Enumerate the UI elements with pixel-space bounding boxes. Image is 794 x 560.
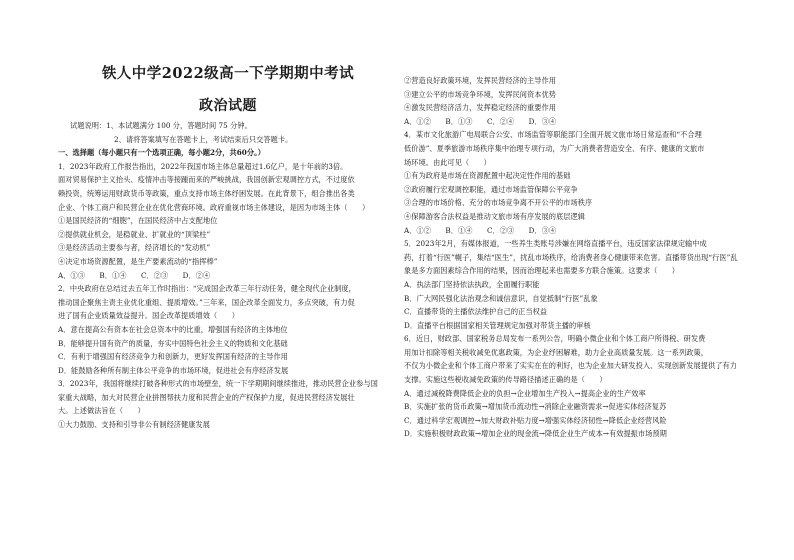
option-text: C．有利于增强国有经济竞争力和创新力，更好发挥国有经济的主导作用 [58,352,288,362]
question-text: 进了国有企业质量效益提升。国企改革提质增效（ ） [58,311,239,321]
option-text: D．直播平台根据国家相关管理规定加强对带货主播的审核 [404,320,591,330]
exam-subject: 政治试题 [199,98,257,114]
option-text: B．实施扩张的货币政策→增加货币流动性→消除企业融资需求→促进实体经济复苏 [404,402,667,412]
question-text: 支撑。实施这些税收减免政策的传导路径描述正确的是（ ） [404,375,607,385]
question-text: 企业、个体工商户和民营企业在优化营商环境。政府重视市场主体建设，是因为市场主体（ ） [58,202,370,212]
option-text: ①是国民经济的“细胞”，在国民经济中占支配地位 [58,216,218,226]
option-text: ①有为政府是市场在资源配置中起决定性作用的基础 [404,171,571,181]
right-column-content [404,74,744,441]
option-text: ④决定市场资源配置，是生产要素流动的“指挥棒” [58,256,218,266]
option-text: ③是经济活动主要参与者，经济增长的“发动机” [58,243,211,253]
answer-choices: A．①③ B．①④ C．②③ D．②④ [58,270,211,280]
option-text: ②提供就业机会，是稳就业、扩就业的“顶梁柱” [58,229,211,239]
option-text: C．直播带货的主播依法维护自己的正当权益 [404,307,548,317]
option-text: B．能够提升国有资产的质量，夯实中国特色社会主义的物质和文化基础 [58,338,288,348]
option-text: D．能鼓励各种所有制主体公平竞争的市场环境，促进社会有序经济发展 [58,365,289,375]
question-text: 4．某市文化旅游广电局联合公安、市场监管等职能部门全面开展文旅市场日常巡查和“不合理 [404,130,702,140]
question-text: 用加计扣除等相关税收减免优惠政策，为企业纾困解难，助力企业高质量发展。这一系列政策， [404,347,708,357]
question-text: 3．2023年，我国将继续打破各种形式的市场壁垒，统一下学期期间继续推进，推动民营企业参与国 [58,379,378,389]
option-text: ①大力鼓励、支持和引导非公有制经济健康发展 [58,420,210,430]
question-text: 面对贸易保护主义抬头、疫情冲击等接踵而来的严峻挑战，我国创新宏观调控方式，不过度依 [58,175,355,185]
answer-choices: A．①② B．①④ C．②③ D．③④ [404,225,557,235]
instruction-line: 试题说明：1、本试题满分 100 分，答题时间 75 分钟。 [70,121,252,130]
option-text: A．意在提高公有资本在社会总资本中的比重，增强国有经济的主体地位 [58,324,288,334]
question-text: 5．2023年2月，有媒体报道，一些养生类账号涉嫌在网络直播平台，违反国家法律规定输中成 [404,239,707,249]
question-text: 大。上述做法旨在（ ） [58,406,145,416]
option-text: ③合理的市场价格、充分的市场竞争离不开公平的市场秩序 [404,198,593,208]
question-text: 不仅为小微企业和个体工商户带来了实实在在的利好，也为企业加大研发投入、实现创新发展提供了有力 [404,361,737,371]
question-text: 药，打着“行医”幌子，集结“医生”，扰乱市场秩序，给消费者身心健康带来危害。直播带货出现“行医”乱 [404,252,738,262]
option-text: D．实施积极财政政策→增加企业的现金流→降低企业生产成本→有效提振市场预期 [404,429,667,439]
option-text: ②政府履行宏观调控职能，通过市场监管保障公平竞争 [404,184,578,194]
question-text: 赖投资，统筹运用财政货币等政策，重点支持市场主体纾困发展。在此背景下，组合推出各类 [58,188,355,198]
question-text: 2．中央政府在总结过去五年工作时指出：“完成国企改革三年行动任务，健全现代企业制度， [58,284,356,294]
answer-choices: A．①② B．①③ C．②④ D．③④ [404,116,557,126]
option-text: A．通过减税降费降低企业的负担→企业增加生产投入→提高企业的生产效率 [404,388,646,398]
right-column [404,0,744,72]
question-text: 家重大战略，加大对民营企业拼图帮扶力度和民营企业的产权保护力度，促进民营经济发展壮 [58,392,355,402]
question-text: 场环境。由此可见（ ） [404,157,491,167]
question-text: 象是多方面因素综合作用的结果，因而治理起来也需要多方联合施策。这要求（ ） [404,266,680,276]
section-heading: 一、选择题（每小题只有一个选项正确，每小题2分，共60分。） [58,148,265,158]
option-text: ④保障游客合法权益是推动文旅市场有序发展的底层逻辑 [404,211,585,221]
option-text: B．广大网民强化法治观念和诚信意识，自觉抵制“行医”乱象 [404,293,598,303]
option-text: ③建立公平的市场竞争环境，发挥民间资本优势 [404,89,556,99]
instruction-line: 2、请将答案填写在答题卡上，考试结束后只交答题卡。 [114,134,293,144]
option-text: C．通过科学宏观调控→加大财政补贴力度→增强实体经济韧性→降低企业经营风险 [404,415,667,425]
left-column [58,0,398,432]
option-text: ②营造良好政策环境，发挥民营经济的主导作用 [404,76,556,85]
question-text: 1．2023年政府工作报告指出，2022年我国市场主体总量超过1.6亿户，是十年前的3倍。 [58,161,348,171]
option-text: A．执法部门坚持依法执政，全面履行职能 [404,279,540,289]
question-text: 推动国企聚焦主责主业优化重组、提质增效。”三年来，国企改革全面发力，多点突破，有力促 [58,297,355,307]
question-text: 6．近日，财政部、国家税务总局发布一系列公告，明确小微企业和个体工商户所得税、研发费 [404,334,706,344]
option-text: ④激发民营经济活力，发挥稳定经济的重要作用 [404,103,556,113]
exam-title: 铁人中学2022级高一下学期期中考试 [101,65,355,82]
question-text: 低价游”、夏季旅游市场秩序集中治理专项行动，为广大消费者营造安全、有序、健康的文旅市 [404,143,705,153]
